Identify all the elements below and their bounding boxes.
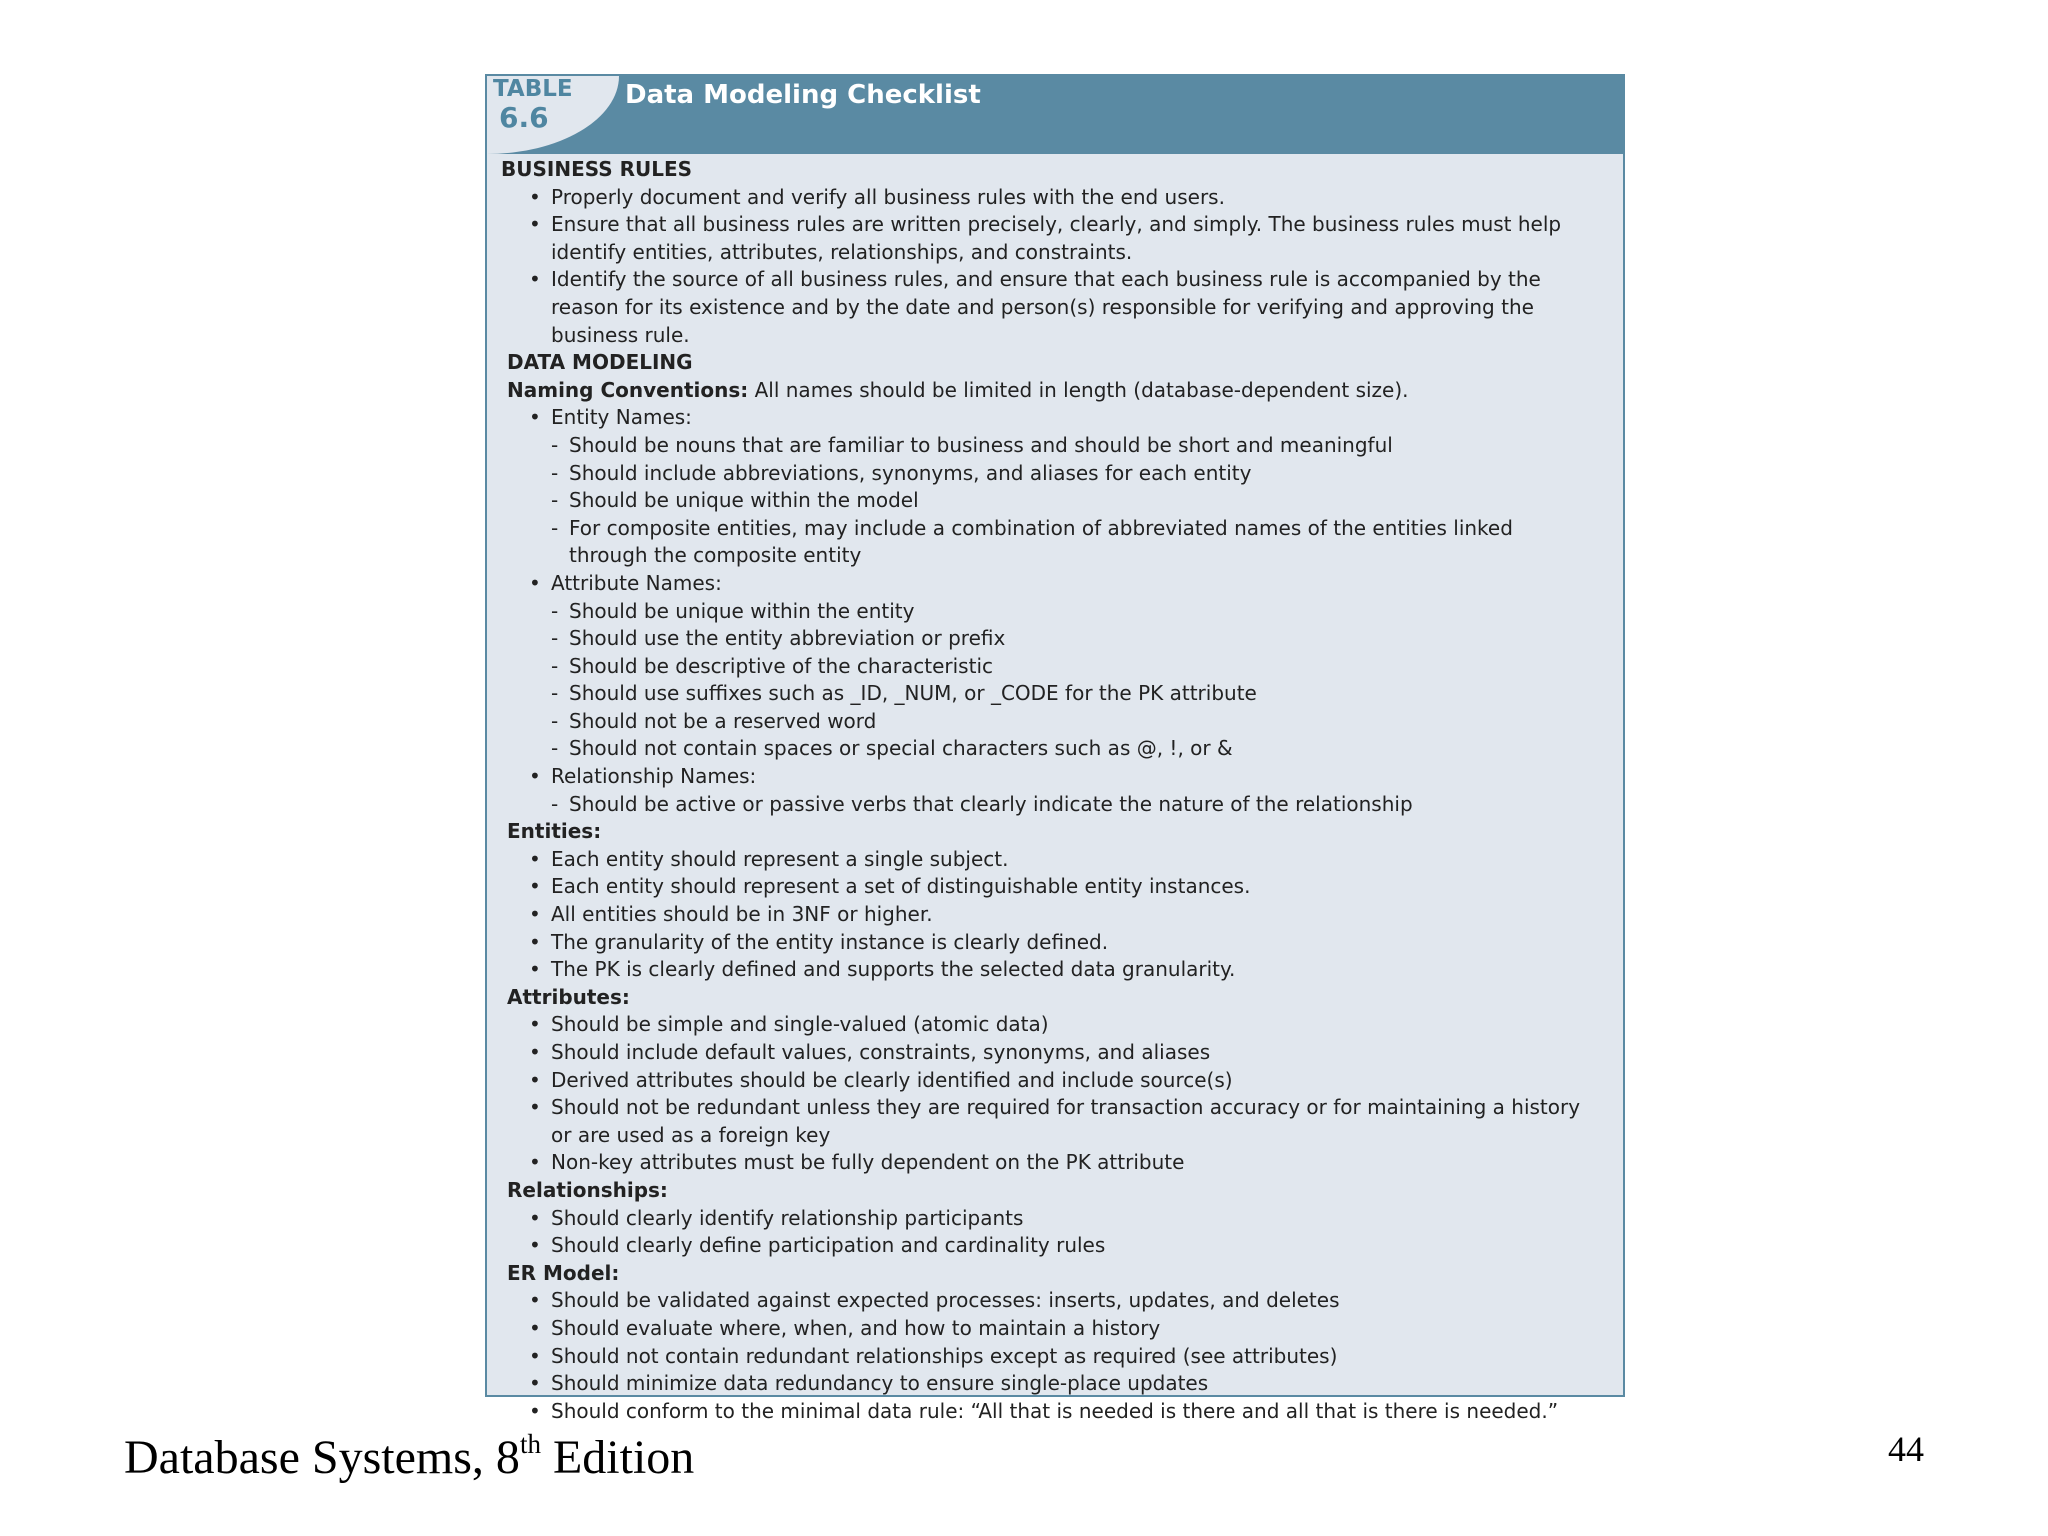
list-item: • The PK is clearly defined and supports the selected data granularity. [501,956,1603,984]
entities-heading: Entities: [507,819,602,844]
list-item: • Identify the source of all business rules, and ensure that each business rule is accompanied by the reason for its existence and by the date and person(s) responsible for verifying and approving the business rule. [501,266,1603,349]
attributes-heading: Attributes: [507,984,630,1009]
table-number-tab [487,76,619,154]
slide-footer-title [124,1428,694,1487]
table-title: Data Modeling Checklist [625,80,981,110]
list-item: - Should use the entity abbreviation or prefix [501,625,1603,653]
list-item: • Ensure that all business rules are written precisely, clearly, and simply. The business rules must help identify entities, attributes, relationships, and constraints. [501,211,1603,266]
list-item: - Should not be a reserved word [501,708,1603,736]
attribute-names-label: • Attribute Names: [501,570,1603,598]
section-heading-data-modeling: DATA MODELING [507,350,693,375]
relationships-heading: Relationships: [507,1177,668,1202]
table-tag-word: TABLE [493,76,573,102]
list-item: • Should minimize data redundancy to ensure single-place updates [501,1370,1603,1398]
list-item: - Should be descriptive of the characteristic [501,653,1603,681]
list-item: • Each entity should represent a single subject. [501,846,1603,874]
list-item: - Should use suffixes such as _ID, _NUM, or _CODE for the PK attribute [501,680,1603,708]
list-item: • Should conform to the minimal data rule: “All that is needed is there and all that is there is needed.” [501,1398,1603,1426]
list-item: • Derived attributes should be clearly identified and include source(s) [501,1067,1603,1095]
table-label [493,78,573,132]
er-model-heading: ER Model: [507,1260,620,1285]
table-header-bar [487,76,1623,154]
list-item: • All entities should be in 3NF or higher. [501,901,1603,929]
naming-conventions-label: Naming Conventions: [507,377,749,402]
list-item: - Should include abbreviations, synonyms, and aliases for each entity [501,460,1603,488]
checklist-table [485,74,1625,1423]
list-item: • Should clearly define participation and cardinality rules [501,1232,1603,1260]
list-item: • Properly document and verify all business rules with the end users. [501,184,1603,212]
list-item: • Should evaluate where, when, and how to maintain a history [501,1315,1603,1343]
footer-title-suffix: Edition [540,1431,695,1484]
list-item: - Should be unique within the entity [501,598,1603,626]
table-body [501,156,1603,1425]
list-item: • The granularity of the entity instance is clearly defined. [501,929,1603,957]
list-item: • Should not be redundant unless they are required for transaction accuracy or for maintaining a history or are used as a foreign key [501,1094,1603,1149]
list-item: • Non-key attributes must be fully dependent on the PK attribute [501,1149,1603,1177]
footer-superscript: th [519,1429,541,1459]
entity-names-label: • Entity Names: [501,404,1603,432]
section-heading-business-rules: BUSINESS RULES [501,157,693,181]
list-item: • Each entity should represent a set of distinguishable entity instances. [501,873,1603,901]
list-item: • Should be validated against expected processes: inserts, updates, and deletes [501,1287,1603,1315]
table-tag-number: 6.6 [499,101,549,134]
list-item: • Should include default values, constraints, synonyms, and aliases [501,1039,1603,1067]
footer-title-prefix: Database Systems, 8 [124,1431,520,1484]
list-item: • Should clearly identify relationship participants [501,1205,1603,1233]
list-item: - Should be unique within the model [501,487,1603,515]
list-item: - For composite entities, may include a combination of abbreviated names of the entities linked through the composite entity [501,515,1603,570]
relationship-names-label: • Relationship Names: [501,763,1603,791]
list-item: - Should be nouns that are familiar to business and should be short and meaningful [501,432,1603,460]
naming-conventions-line [501,377,1603,405]
list-item: - Should be active or passive verbs that clearly indicate the nature of the relationship [501,791,1603,819]
list-item: • Should not contain redundant relationships except as required (see attributes) [501,1343,1603,1371]
list-item: - Should not contain spaces or special characters such as @, !, or & [501,735,1603,763]
page-number: 44 [1888,1429,1924,1469]
naming-conventions-text: All names should be limited in length (database-dependent size). [748,377,1409,402]
list-item: • Should be simple and single-valued (atomic data) [501,1011,1603,1039]
